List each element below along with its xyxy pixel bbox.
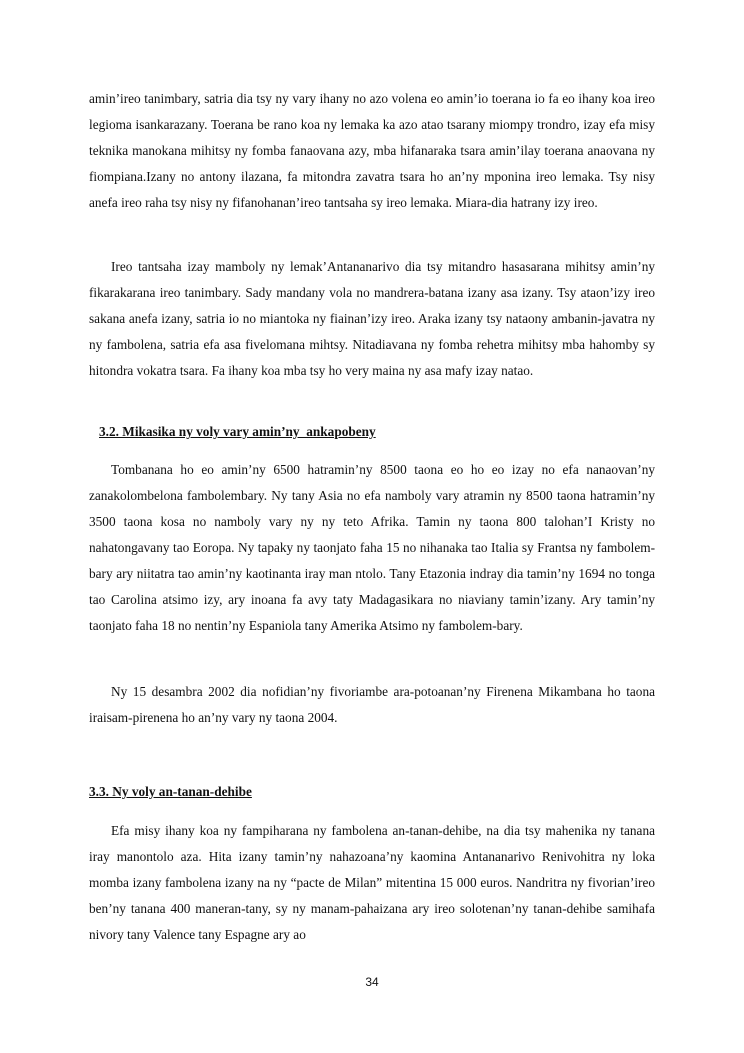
paragraph-international-year: Ny 15 desambra 2002 dia nofidian’ny fivoriambe ara-potoanan’ny Firenena Mikambana ho taona iraisam-pirenena ho an’ny vary ny taona 2004. bbox=[89, 684, 655, 725]
paragraph-farmers-effort: Ireo tantsaha izay mamboly ny lemak’Antananarivo dia tsy mitandro hasasarana mihitsy amin’ny fikarakarana ireo tanimbary. Sady mandany vola no mandrera-batana izany asa izany. Tsy ataon’izy ireo sakana anefa izany, satria io no miantoka ny fiainan’izy ireo. Araka izany tsy nataony ambanin-javatra ny ny fambolena, satria efa asa fivelomana mihtsy. Nitadiavana ny fomba rehetra mihitsy mba hahomby sy hitondra vokatra tsara. Fa ihany koa mba tsy ho very maina ny asa mafy izay natao. bbox=[89, 259, 655, 378]
paragraph-urban-farming: Efa misy ihany koa ny fampiharana ny fambolena an-tanan-dehibe, na dia tsy mahenika ny tanana iray manontolo aza. Hita izany tamin’ny nahazoana’ny kaomina Antananarivo Renivohitra ny loka momba izany fambolena izany na ny “pacte de Milan” mitentina 15 000 euros. Nandritra ny fivorian’ireo ben’ny tanana 400 maneran-tany, sy ny manam-pahaizana ary ireo solotenan’ny tanan-dehibe samihafa nivory tany Valence tany Espagne ary ao bbox=[89, 823, 655, 942]
page-number: 34 bbox=[365, 975, 379, 989]
section-heading-3-3: 3.3. Ny voly an-tanan-dehibe bbox=[89, 784, 252, 799]
section-heading-3-2: 3.2. Mikasika ny voly vary amin’ny ankapobeny bbox=[99, 424, 376, 439]
paragraph-lowlands-continued: amin’ireo tanimbary, satria dia tsy ny vary ihany no azo volena eo amin’io toerana io fa eo ihany koa ireo legioma isankarazany. Toerana be rano koa ny lemaka ka azo atao tsarany miompy trondro, izay efa misy teknika manokana mihitsy ny fomba fanaovana azy, mba hifanaraka tsara amin’ilay toerana anaovana ny fiompiana.Izany no antony ilazana, fa mitondra zavatra tsara ho an’ny mponina ireo lemaka. Tsy nisy anefa ireo raha tsy nisy ny fifanohanan’ireo tantsaha sy ireo lemaka. Miara-dia hatrany izy ireo. bbox=[89, 91, 655, 210]
paragraph-rice-history: Tombanana ho eo amin’ny 6500 hatramin’ny 8500 taona eo ho eo izay no efa nanaovan’ny zanakolombelona fambolembary. Ny tany Asia no efa namboly vary atramin ny 8500 taona hatramin’ny 3500 taona kosa no namboly vary ny ny teto Afrika. Tamin ny taona 800 talohan’I Kristy no nahatongavany tao Eoropa. Ny tapaky ny taonjato faha 15 no nihanaka tao Italia sy Frantsa ny fambolem-bary ary niitatra tao amin’ny kaotinanta iray man ntolo. Tany Etazonia indray dia tamin’ny 1694 no tonga tao Carolina atsimo izy, ary inoana fa avy taty Madagasikara no niaviany tamin’izany. Ary tamin’ny taonjato faha 18 no nentin’ny Espaniola tany Amerika Atsimo ny fambolem-bary. bbox=[89, 462, 655, 633]
